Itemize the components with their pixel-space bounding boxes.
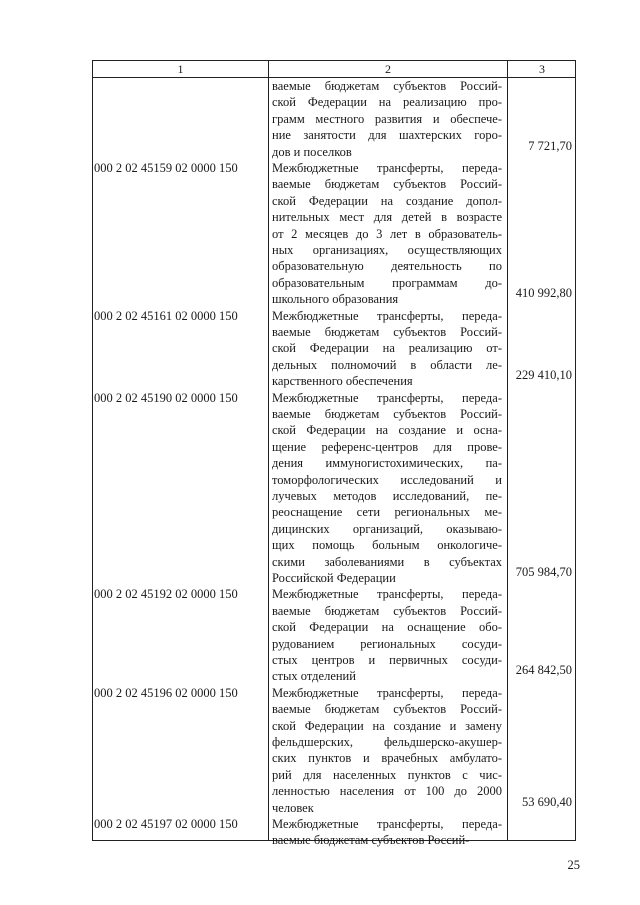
description-line: стых центров и первичных сосуди-	[272, 653, 502, 668]
row-amount: 229 410,10	[515, 368, 572, 383]
row-description	[272, 78, 502, 160]
description-line: Межбюджетные трансферты, переда-	[272, 161, 502, 175]
row-amount: 410 992,80	[515, 286, 572, 301]
description-line: лучевых методов исследований, пе-	[272, 489, 502, 504]
description-line: ваемые бюджетам субъектов Россий-	[272, 702, 502, 717]
description-line: ской Федерации на создание и замену	[272, 718, 502, 733]
description-line: фельдшерских, фельдшерско-акушер-	[272, 735, 502, 750]
description-line: Межбюджетные трансферты, переда-	[272, 587, 502, 602]
column-divider-2	[507, 61, 508, 840]
row-code: 000 2 02 45161 02 0000 150	[94, 308, 238, 323]
description-line: ской Федерации на реализацию про-	[272, 95, 502, 110]
description-line: ние занятости для шахтерских горо-	[272, 128, 502, 143]
row-amount: 53 690,40	[522, 794, 572, 809]
description-line: Межбюджетные трансферты, переда-	[272, 685, 502, 700]
row-description	[272, 586, 502, 684]
row-code: 000 2 02 45159 02 0000 150	[94, 161, 238, 175]
description-line: дов и поселков	[272, 144, 352, 159]
description-line: рий для населенных пунктов с чис-	[272, 767, 502, 782]
description-line: томорфологических исследований и	[272, 472, 502, 487]
description-line: Межбюджетные трансферты, переда-	[272, 308, 502, 323]
description-line: ских пунктов и врачебных амбулато-	[272, 751, 502, 766]
description-line: от 2 месяцев до 3 лет в образователь-	[272, 226, 502, 241]
description-line: Межбюджетные трансферты, переда-	[272, 390, 502, 405]
description-line: Межбюджетные трансферты, переда-	[272, 817, 502, 831]
description-line: дельных полномочий в области ле-	[272, 357, 502, 372]
description-line: ваемые бюджетам субъектов Россий-	[272, 603, 502, 618]
description-line: рудованием региональных сосуди-	[272, 636, 502, 651]
row-amount: 264 842,50	[515, 663, 572, 678]
description-line: ваемые бюджетам субъектов Россий-	[272, 407, 502, 421]
description-line: ваемые бюджетам субъектов Россий-	[272, 177, 502, 192]
table-header-row	[93, 61, 575, 78]
description-line: скими заболеваниями в субъектах	[272, 554, 502, 569]
description-line: карственного обеспечения	[272, 374, 413, 389]
header-col-3: 3	[539, 62, 545, 76]
description-line: ваемые бюджетам субъектов Россий-	[272, 833, 470, 848]
description-line: ской Федерации на создание и осна-	[272, 423, 502, 438]
header-col-2: 2	[385, 62, 391, 76]
description-line: дения иммуногистохимических, па-	[272, 456, 502, 471]
row-amount: 705 984,70	[515, 565, 572, 579]
row-code: 000 2 02 45192 02 0000 150	[94, 587, 238, 602]
row-description	[272, 685, 502, 816]
description-line: щих помощь больным онкологиче-	[272, 538, 502, 553]
page-number: 25	[567, 858, 580, 872]
header-col-1: 1	[177, 62, 184, 76]
description-line: ской Федерации на оснащение обо-	[272, 620, 502, 635]
row-description	[272, 160, 502, 308]
description-line: ных организациях, осуществляющих	[272, 243, 502, 258]
row-description	[272, 390, 502, 587]
description-line: образовательным программам до-	[272, 275, 502, 290]
description-line: реоснащение сети региональных ме-	[272, 505, 502, 520]
row-code: 000 2 02 45190 02 0000 150	[94, 390, 238, 405]
description-line: дицинских организаций, оказываю-	[272, 521, 502, 536]
row-description	[272, 816, 502, 849]
description-line: образовательную деятельность по	[272, 259, 502, 274]
description-line: ваемые бюджетам субъектов Россий-	[272, 79, 502, 93]
row-description	[272, 308, 502, 390]
description-line: нительных мест для детей в возрасте	[272, 210, 502, 225]
description-line: Российской Федерации	[272, 571, 396, 586]
description-line: ской Федерации на создание допол-	[272, 193, 502, 208]
description-line: ской Федерации на реализацию от-	[272, 341, 502, 356]
row-amount: 7 721,70	[528, 138, 572, 153]
row-code: 000 2 02 45196 02 0000 150	[94, 685, 238, 700]
row-code: 000 2 02 45197 02 0000 150	[94, 817, 238, 831]
column-divider-1	[268, 61, 269, 840]
description-line: человек	[272, 800, 314, 815]
description-line: грамм местного развития и обеспече-	[272, 111, 502, 126]
description-line: ваемые бюджетам субъектов Россий-	[272, 325, 502, 339]
description-line: ленностью населения от 100 до 2000	[272, 784, 502, 799]
description-line: щение референс-центров для прове-	[272, 439, 502, 454]
description-line: школьного образования	[272, 292, 399, 307]
description-line: стых отделений	[272, 669, 356, 684]
